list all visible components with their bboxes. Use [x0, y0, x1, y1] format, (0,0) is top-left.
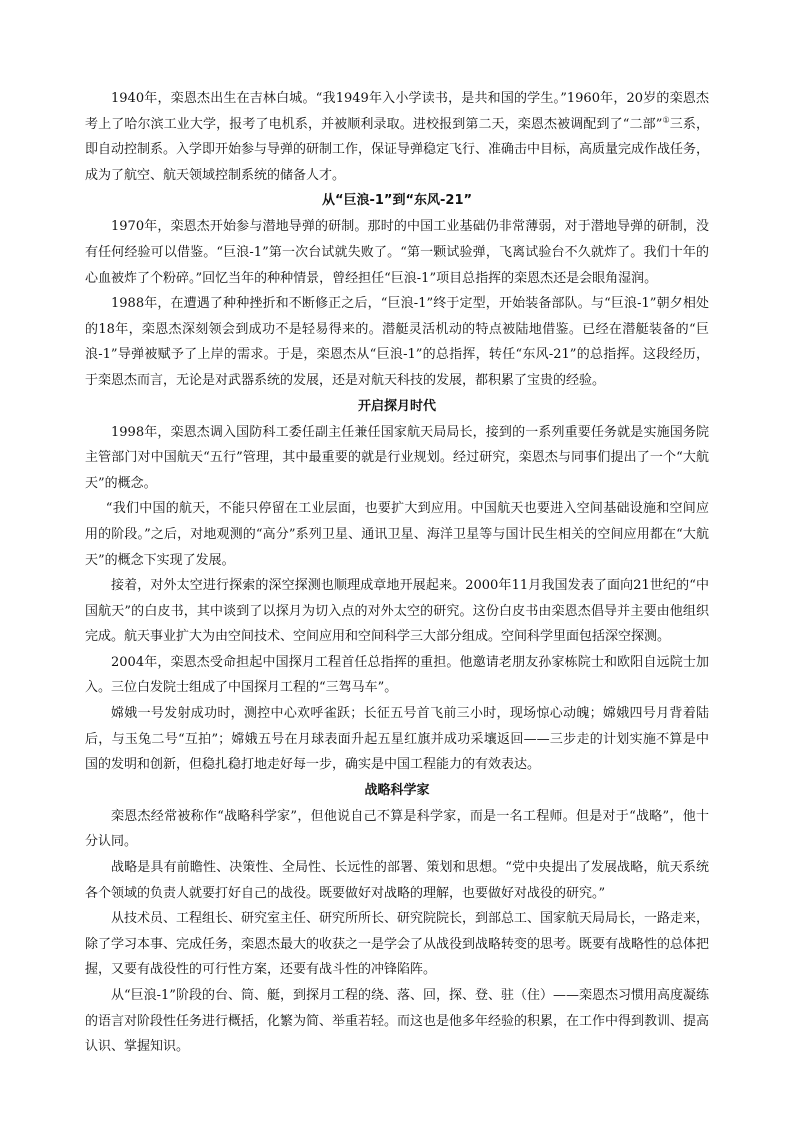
paragraph-summary: 从“巨浪-1”阶段的台、筒、艇，到探月工程的绕、落、回，探、登、驻（住）——栾恩杰习惯用高度凝练的语言对阶段性任务进行概括，化繁为简、举重若轻。而这也是他多年经验的积累，在工作中得到教训、提高认识、掌握知识。 [85, 988, 710, 1055]
paragraph-1970: 1970年，栾恩杰开始参与潜地导弹的研制。那时的中国工业基础仍非常薄弱，对于潜地导弹的研制，没有任何经验可以借鉴。“巨浪-1”第一次台试就失败了。“第一颗试验弹，飞离试验台不久就炸了。我们十年的心血被炸了个粉碎。”回忆当年的种种情景，曾经担任“巨浪-1”项目总指挥的栾恩杰还是会眼角湿润。 [85, 219, 709, 286]
paragraph-change-missions: 嫦娥一号发射成功时，测控中心欢呼雀跃；长征五号首飞前三小时，现场惊心动魄；嫦娥四号月背着陆后，与玉兔二号“互拍”；嫦娥五号在月球表面升起五星红旗并成功采壤返回——三步走的计划实施不算是中国的发明和创新，但稳扎稳打地走好每一步，确实是中国工程能力的有效表达。 [85, 706, 709, 773]
paragraph-quote-big-aerospace: “我们中国的航天，不能只停留在工业层面，也要扩大到应用。中国航天也要进入空间基础设施和空间应用的阶段。”之后，对地观测的“高分”系列卫星、通讯卫星、海洋卫星等与国计民生相关的空间应用都在“大航天”的概念下实现了发展。 [85, 501, 709, 568]
paragraph-birth-text-rest: 三系，即自动控制系。入学即开始参与导弹的研制工作，保证导弹稳定飞行、准确击中目标，高质量完成作战任务，成为了航空、航天领域控制系统的储备人才。 [85, 116, 710, 183]
paragraph-1988: 1988年，在遭遇了种种挫折和不断修正之后，“巨浪-1”终于定型，开始装备部队。与“巨浪-1”朝夕相处的18年，栾恩杰深刻领会到成功不是轻易得来的。潜艇灵活机动的特点被陆地借鉴。已经在潜艇装备的“巨浪-1”导弹被赋予了上岸的需求。于是，栾恩杰从“巨浪-1”的总指挥，转任“东风-21”的总指挥。这段经历，于栾恩杰而言，无论是对武器系统的发展，还是对航天科技的发展，都积累了宝贵的经验。 [85, 296, 709, 388]
paragraph-1998: 1998年，栾恩杰调入国防科工委任副主任兼任国家航天局局长，接到的一系列重要任务就是实施国务院主管部门对中国航天“五行”管理，其中最重要的就是行业规划。经过研究，栾恩杰与同事们提出了一个“大航天”的概念。 [85, 424, 709, 491]
paragraph-strategist: 栾恩杰经常被称作“战略科学家”，但他说自己不算是科学家，而是一名工程师。但是对于“战略”，他十分认同。 [85, 808, 709, 850]
footnote-marker: ① [662, 115, 670, 125]
paragraph-2004: 2004年，栾恩杰受命担起中国探月工程首任总指挥的重担。他邀请老朋友孙家栋院士和欧阳自远院士加入。三位白发院士组成了中国探月工程的“三驾马车”。 [85, 654, 709, 696]
section-heading-julang: 从“巨浪-1”到“东风-21” [321, 193, 473, 209]
paragraph-strategy-definition: 战略是具有前瞻性、决策性、全局性、长远性的部署、策划和思想。“党中央提出了发展战略，航天系统各个领域的负责人就要打好自己的战役。既要做好对战略的理解，也要做好对战役的研究。” [85, 860, 709, 901]
paragraph-birth [85, 86, 709, 188]
document-page [85, 86, 709, 1060]
paragraph-2000-white-paper: 接着，对外太空进行探索的深空探测也顺理成章地开展起来。2000年11月我国发表了面向21世纪的“中国航天”的白皮书，其中谈到了以探月为切入点的对外太空的研究。这份白皮书由栾恩杰倡导并主要由他组织完成。航天事业扩大为由空间技术、空间应用和空间科学三大部分组成。空间科学里面包括深空探测。 [85, 578, 709, 645]
section-heading-lunar-era: 开启探月时代 [357, 398, 436, 414]
section-heading-strategist: 战略科学家 [364, 782, 430, 798]
paragraph-birth-text: 1940年，栾恩杰出生在吉林白城。“我1949年入小学读书，是共和国的学生。”1960年，20岁的栾恩杰考上了哈尔滨工业大学，报考了电机系，并被顺利录取。进校报到第二天，栾恩杰被调配到了“二部” [85, 91, 709, 132]
paragraph-career-path: 从技术员、工程组长、研究室主任、研究所所长、研究院院长，到部总工、国家航天局局长，一路走来，除了学习本事、完成任务，栾恩杰最大的收获之一是学会了从战役到战略转变的思考。既要有战略性的总体把握，又要有战役性的可行性方案，还要有战斗性的冲锋陷阵。 [85, 911, 710, 978]
